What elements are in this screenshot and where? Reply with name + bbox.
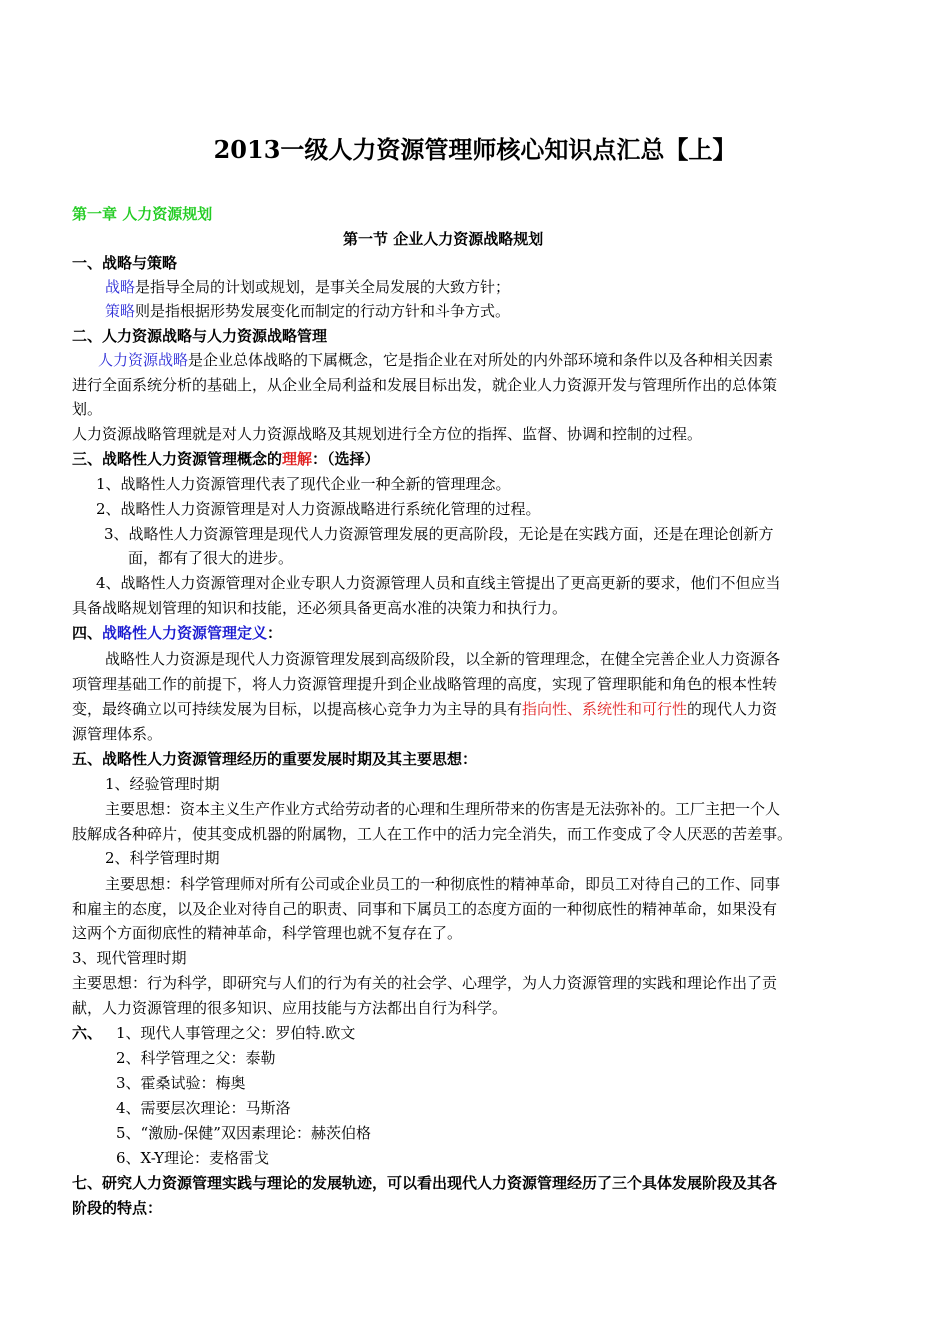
s4-line3-b: 的现代人力资	[687, 700, 778, 718]
s6-item: 2、科学管理之父：泰勒	[116, 1049, 276, 1067]
s3-item3a: 3、战略性人力资源管理是现代人力资源管理发展的更高阶段，无论是在实践方面，还是在理论创新方	[104, 525, 774, 543]
s2-heading: 二、人力资源战略与人力资源战略管理	[72, 327, 328, 345]
s3-heading-b: ：（选择）	[312, 450, 380, 468]
document-title: 2013一级人力资源管理师核心知识点汇总【上】	[213, 135, 737, 164]
s6-item: 3、霍桑试验：梅奥	[116, 1074, 246, 1092]
s3-heading	[72, 447, 380, 471]
s1-def2: 则是指根据形势发展变化而制定的行动方针和斗争方式。	[135, 302, 511, 320]
s5-p1-line1: 主要思想：资本主义生产作业方式给劳动者的心理和生理所带来的伤害是无法弥补的。工厂主把一个人	[105, 800, 781, 818]
s5-p3-line1: 主要思想：行为科学，即研究与人们的行为有关的社会学、心理学，为人力资源管理的实践和理论作出了贡	[72, 974, 778, 992]
s6-item: 4、需要层次理论：马斯洛	[116, 1099, 291, 1117]
s3-heading-a: 三、战略性人力资源管理概念的	[72, 450, 283, 468]
s6-item: 1、现代人事管理之父：罗伯特.欧文	[116, 1024, 356, 1042]
s3-item3b: 面，都有了很大的进步。	[128, 549, 294, 567]
s4-line2: 项管理基础工作的前提下，将人力资源管理提升到企业战略管理的高度，实现了管理职能和角色的根本性转	[72, 675, 778, 693]
s2-line1-rest: 是企业总体战略的下属概念，它是指企业在对所处的内外部环境和条件以及各种相关因素	[188, 351, 774, 369]
s3-item4b: 具备战略规划管理的知识和技能，还必须具备更高水准的决策力和执行力。	[72, 599, 568, 617]
s4-heading-a: 四、	[72, 624, 103, 642]
s5-p1-title: 1、经验管理时期	[105, 775, 220, 793]
s1-term1: 战略	[105, 278, 136, 296]
s2-term: 人力资源战略	[98, 351, 189, 369]
s3-item1: 1、战略性人力资源管理代表了现代企业一种全新的管理理念。	[96, 475, 511, 493]
s1-term2: 策略	[105, 302, 136, 320]
s4-line3	[72, 697, 777, 721]
s2-line4: 人力资源战略管理就是对人力资源战略及其规划进行全方位的指挥、监督、协调和控制的过程。	[72, 425, 703, 443]
s1-line1	[105, 275, 510, 299]
s6-item: 5、“激励-保健”双因素理论：赫茨伯格	[116, 1124, 371, 1142]
s5-p2-line2: 和雇主的态度，以及企业对待自己的职责、同事和下属员工的态度方面的一种彻底性的精神革命，如果没有	[72, 900, 778, 918]
s6-label: 六、	[72, 1024, 103, 1042]
s1-heading: 一、战略与策略	[72, 254, 178, 272]
s5-p2-title: 2、科学管理时期	[105, 849, 220, 867]
s7-line1: 七、研究人力资源管理实践与理论的发展轨迹，可以看出现代人力资源管理经历了三个具体发展阶段及其各	[72, 1174, 778, 1192]
s4-heading	[72, 621, 282, 645]
s5-p2-line3: 这两个方面彻底性的精神革命，科学管理也就不复存在了。	[72, 924, 463, 942]
s5-heading: 五、战略性人力资源管理经历的重要发展时期及其主要思想：	[72, 750, 478, 768]
s6-item: 6、X-Y理论：麦格雷戈	[116, 1149, 270, 1167]
s1-def1: 是指导全局的计划或规划，是事关全局发展的大致方针；	[135, 278, 511, 296]
s3-heading-red: 理解	[282, 450, 313, 468]
s3-item2: 2、战略性人力资源管理是对人力资源战略进行系统化管理的过程。	[96, 500, 541, 518]
s5-p3-line2: 献，人力资源管理的很多知识、应用技能与方法都出自行为科学。	[72, 999, 508, 1017]
s2-line2: 进行全面系统分析的基础上，从企业全局利益和发展目标出发，就企业人力资源开发与管理所作出的总体策	[72, 376, 778, 394]
s7-line2: 阶段的特点：	[72, 1199, 163, 1217]
s4-line4: 源管理体系。	[72, 725, 163, 743]
chapter-heading: 第一章 人力资源规划	[72, 205, 213, 223]
s4-line1: 战略性人力资源是现代人力资源管理发展到高级阶段，以全新的管理理念，在健全完善企业人力资源各	[105, 650, 781, 668]
section-heading: 第一节 企业人力资源战略规划	[343, 230, 544, 248]
s4-heading-b: ：	[267, 624, 283, 642]
s4-heading-blue: 战略性人力资源管理定义	[102, 624, 268, 642]
s4-line3-red: 指向性、系统性和可行性	[522, 700, 688, 718]
s1-line2	[105, 299, 510, 323]
s5-p2-line1: 主要思想：科学管理师对所有公司或企业员工的一种彻底性的精神革命，即员工对待自己的工作、同事	[105, 875, 781, 893]
s5-p1-line2: 肢解成各种碎片，使其变成机器的附属物，工人在工作中的活力完全消失，而工作变成了令人厌恶的苦差事。	[72, 825, 793, 843]
s3-item4a: 4、战略性人力资源管理对企业专职人力资源管理人员和直线主管提出了更高更新的要求，他们不但应当	[96, 574, 781, 592]
s4-line3-a: 变，最终确立以可持续发展为目标，以提高核心竞争力为主导的具有	[72, 700, 523, 718]
s5-p3-title: 3、现代管理时期	[72, 949, 187, 967]
s2-line3: 划。	[72, 400, 103, 418]
s2-line1	[98, 348, 773, 372]
